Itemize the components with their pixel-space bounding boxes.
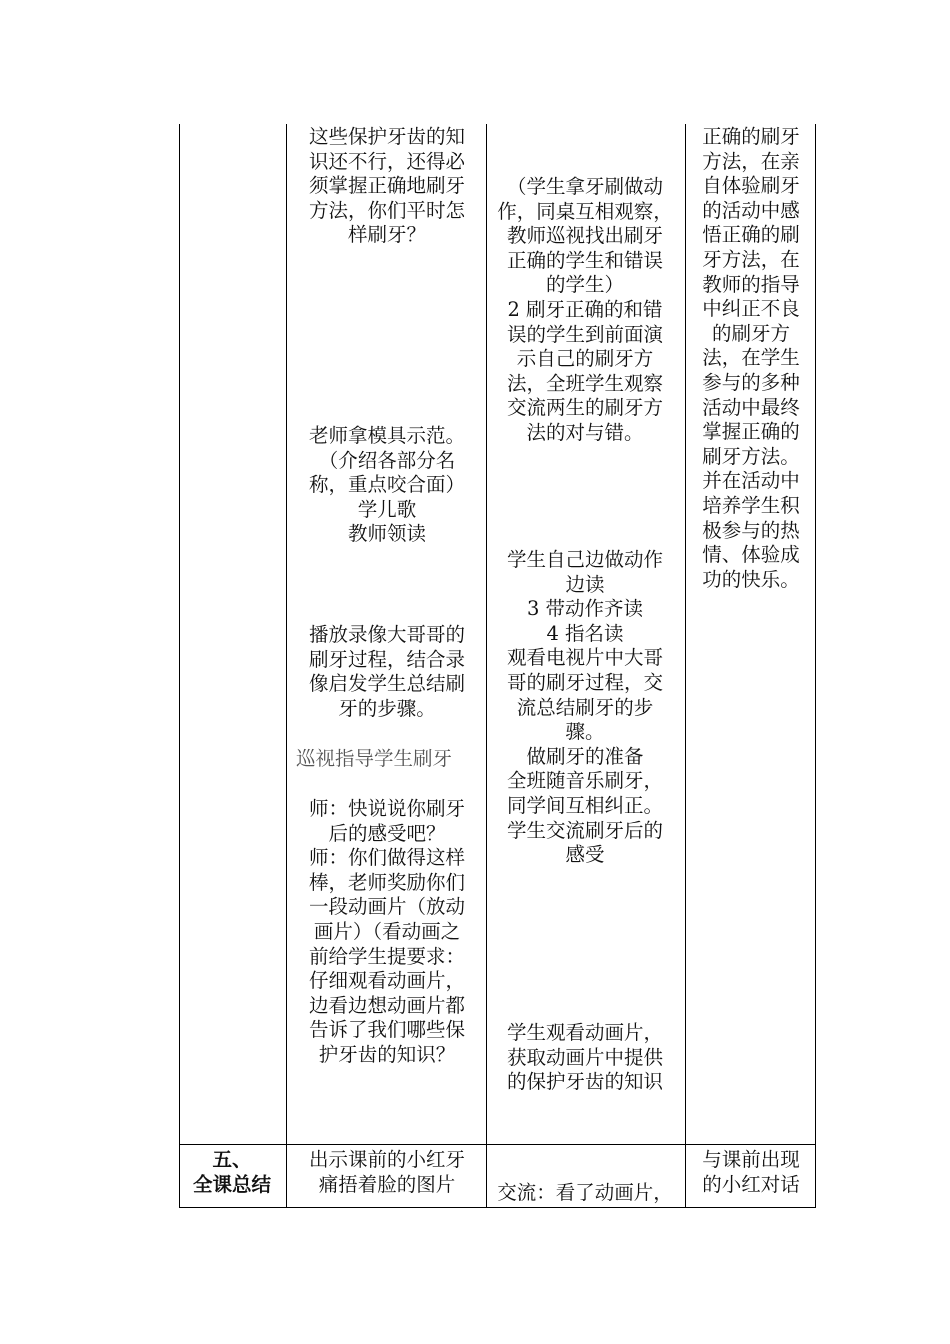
text-line: 悟正确的刷 — [702, 223, 800, 247]
text-line: 痛捂着脸的图片 — [318, 1172, 456, 1196]
stage-label — [182, 1148, 282, 1197]
text-line: 五、 — [212, 1148, 252, 1171]
text-line: （学生拿牙刷做动 — [506, 175, 663, 198]
summary-teacher-text — [296, 1148, 478, 1197]
student-cartoon-text — [494, 1021, 676, 1095]
text-line: 骤。 — [565, 720, 605, 744]
text-line: 教师巡视找出刷牙 — [506, 224, 663, 248]
text-line: 示自己的刷牙方 — [516, 347, 654, 371]
text-line: 的学生） — [545, 273, 624, 297]
text-line: 并在活动中 — [702, 469, 800, 493]
text-line: 2 刷牙正确的和错 — [507, 297, 663, 321]
text-line: 方法，你们平时怎 — [308, 198, 465, 222]
text-line: 的活动中感 — [702, 198, 800, 222]
text-line: 情、体验成 — [702, 543, 800, 567]
text-line: 活动中最终 — [702, 395, 800, 419]
text-line: 巡视指导学生刷牙 — [296, 747, 453, 770]
teacher-feel-text — [296, 797, 478, 1068]
text-line: 师：快说说你刷牙 — [308, 797, 465, 820]
text-line: 功的快乐。 — [702, 567, 800, 591]
text-line: 哥的刷牙过程，交 — [506, 670, 663, 694]
text-line: 播放录像大哥哥的 — [308, 623, 465, 646]
text-line: 这些保护牙齿的知 — [308, 125, 465, 148]
text-line: 前给学生提要求： — [308, 944, 465, 968]
text-line: 法，全班学生观察 — [506, 371, 663, 395]
text-line: 护牙齿的知识？ — [318, 1042, 456, 1066]
text-line: 刷牙过程，结合录 — [308, 647, 465, 671]
text-line: 作，同桌互相观察， — [497, 199, 673, 223]
design-intent-text — [693, 125, 809, 592]
text-line: 学生自己边做动作 — [506, 548, 663, 571]
text-line: 识还不行，还得必 — [308, 149, 465, 173]
text-line: 观看电视片中大哥 — [506, 646, 663, 670]
text-line: 全课总结 — [192, 1172, 271, 1196]
summary-student-text — [494, 1181, 676, 1206]
text-line: 的保护牙齿的知识 — [506, 1070, 663, 1094]
text-line: 与课前出现 — [702, 1148, 800, 1171]
text-line: 掌握正确的 — [702, 420, 800, 444]
text-line: 牙方法，在 — [702, 247, 800, 271]
text-line: 获取动画片中提供 — [506, 1045, 663, 1069]
text-line: 感受 — [565, 843, 605, 867]
student-read-text — [494, 548, 676, 868]
text-line: 误的学生到前面演 — [506, 322, 663, 346]
text-line: 告诉了我们哪些保 — [308, 1018, 465, 1042]
column-divider-1 — [286, 124, 287, 1208]
summary-intent-text — [693, 1148, 809, 1197]
text-line: 教师领读 — [347, 522, 426, 546]
column-divider-3 — [685, 124, 686, 1208]
text-line: 仔细观看动画片， — [308, 969, 465, 993]
text-line: （介绍各部分名 — [318, 448, 456, 472]
text-line: 棒，老师奖励你们 — [308, 870, 465, 894]
student-practice-text — [494, 175, 676, 446]
text-line: 称，重点咬合面） — [308, 473, 465, 497]
text-line: 老师拿模具示范。 — [308, 424, 465, 447]
text-line: 后的感受吧？ — [328, 821, 446, 845]
text-line: 培养学生积 — [702, 493, 800, 517]
text-line: 同学间互相纠正。 — [506, 793, 663, 817]
teacher-intro-text — [296, 125, 478, 248]
text-line: 学生交流刷牙后的 — [506, 818, 663, 842]
text-line: 自体验刷牙 — [702, 174, 800, 198]
text-line: 法，在学生 — [702, 346, 800, 370]
text-line: 一段动画片（放动 — [308, 895, 465, 919]
table-border-left — [179, 124, 180, 1208]
text-line: 样刷牙？ — [347, 223, 426, 247]
text-line: 正确的刷牙 — [702, 125, 800, 148]
text-line: 3 带动作齐读 — [526, 597, 644, 621]
text-line: 的刷牙方 — [711, 321, 790, 345]
text-line: 师：你们做得这样 — [308, 846, 465, 870]
text-line: 学儿歌 — [357, 497, 417, 521]
text-line: 像启发学生总结刷 — [308, 672, 465, 696]
text-line: 做刷牙的准备 — [526, 744, 644, 768]
text-line: 方法，在亲 — [702, 149, 800, 173]
text-line: 出示课前的小红牙 — [308, 1148, 465, 1171]
text-line: 中纠正不良 — [702, 297, 800, 321]
text-line: 全班随音乐刷牙， — [506, 769, 663, 793]
row-divider — [179, 1144, 816, 1145]
text-line: 参与的多种 — [702, 370, 800, 394]
text-line: 法的对与错。 — [526, 420, 644, 444]
text-line: 交流：看了动画片， — [497, 1181, 673, 1204]
teacher-patrol-text — [296, 747, 478, 772]
text-line: 教师的指导 — [702, 272, 800, 296]
text-line: 流总结刷牙的步 — [516, 695, 654, 719]
teacher-video-text — [296, 623, 478, 721]
text-line: 边看边想动画片都 — [308, 993, 465, 1017]
text-line: 4 指名读 — [546, 621, 624, 645]
text-line: 的小红对话 — [702, 1172, 800, 1196]
text-line: 牙的步骤。 — [338, 696, 436, 720]
text-line: 画片）（看动画之 — [313, 919, 461, 943]
text-line: 正确的学生和错误 — [506, 248, 663, 272]
table-border-right — [815, 124, 816, 1208]
text-line: 学生观看动画片， — [506, 1021, 663, 1044]
text-line: 须掌握正确地刷牙 — [308, 174, 465, 198]
teacher-model-text — [296, 424, 478, 547]
text-line: 极参与的热 — [702, 518, 800, 542]
table-border-bottom — [179, 1207, 816, 1208]
text-line: 交流两生的刷牙方 — [506, 396, 663, 420]
text-line: 边读 — [565, 572, 605, 596]
text-line: 刷牙方法。 — [702, 444, 800, 468]
column-divider-2 — [486, 124, 487, 1208]
